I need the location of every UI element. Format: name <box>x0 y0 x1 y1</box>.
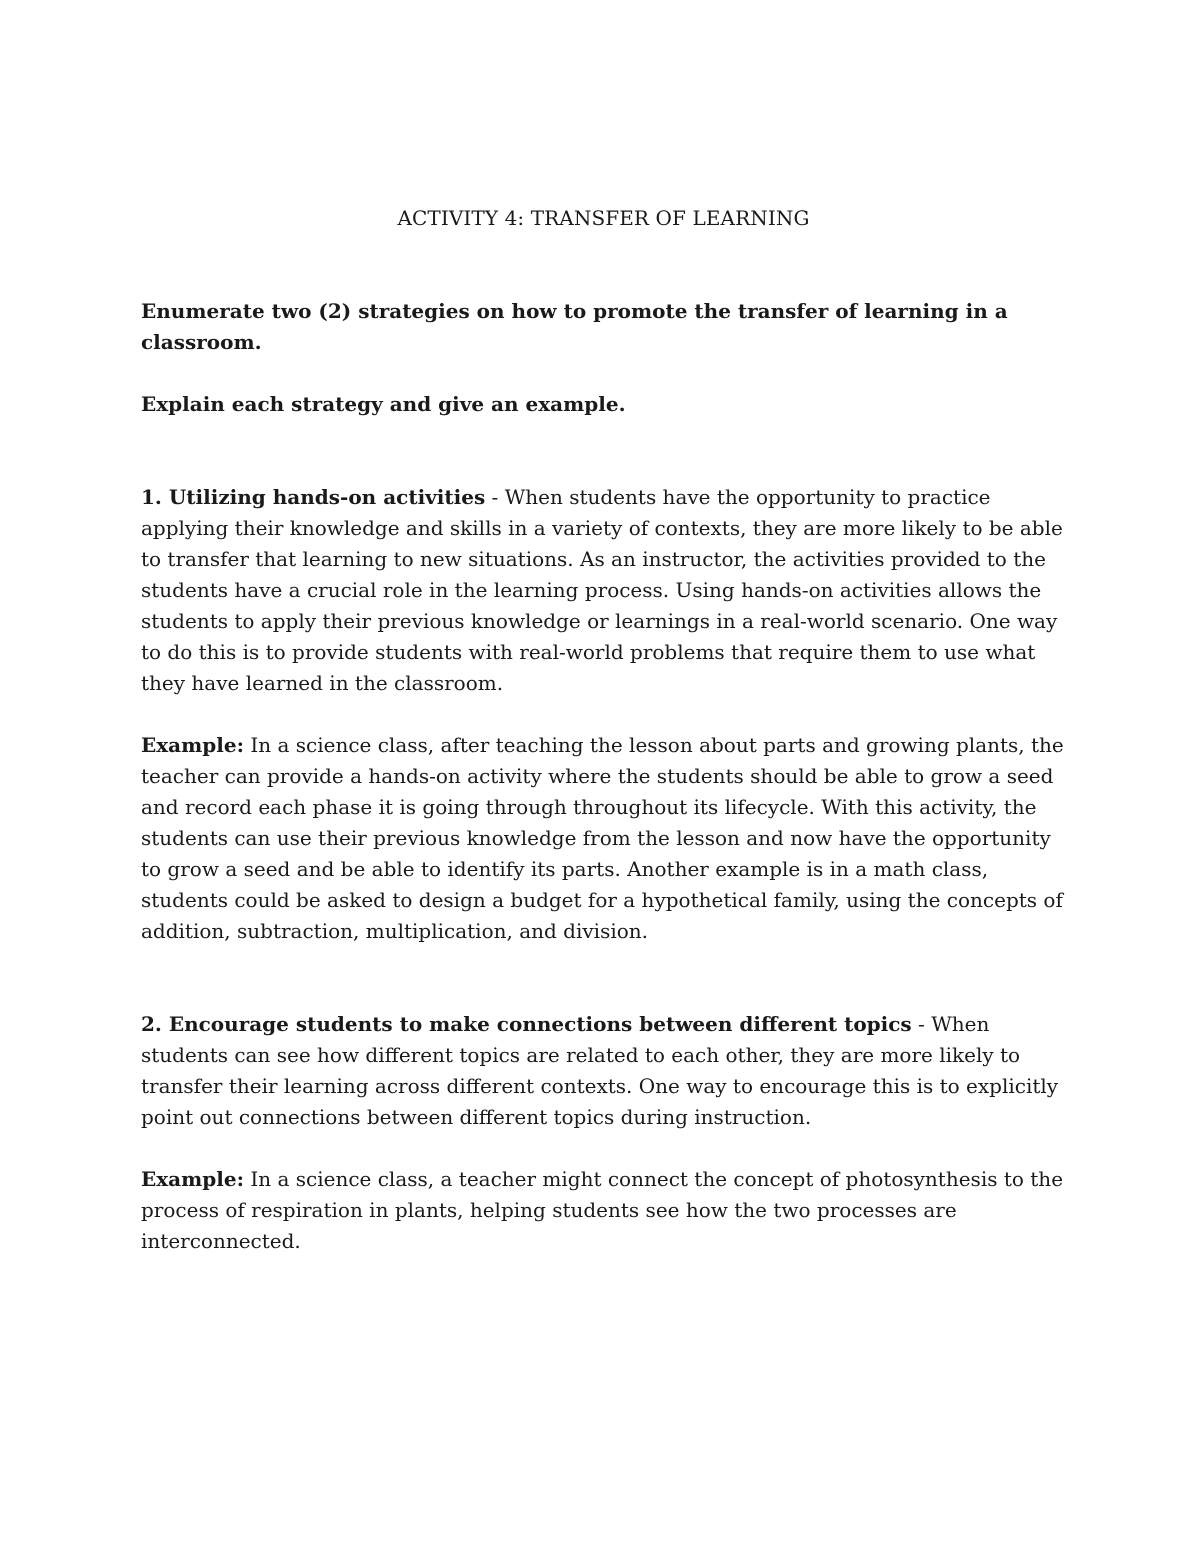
strategy-2-paragraph <box>141 1009 1066 1133</box>
strategy-1-paragraph <box>141 482 1066 699</box>
strategy-2-separator: - <box>911 1012 932 1036</box>
strategy-1-separator: - <box>485 485 505 509</box>
strategy-2-example <box>141 1164 1066 1257</box>
instruction-explain: Explain each strategy and give an example. <box>141 392 626 416</box>
strategy-2-body: When students can see how different topics are related to each other, they are more likely to transfer their learning across different contexts. One way to encourage this is to explicitly point out connections between different topics during instruction. <box>141 1012 1059 1129</box>
strategy-1-body: When students have the opportunity to practice applying their knowledge and skills in a variety of contexts, they are more likely to be able to transfer that learning to new situations. As an instructor, the activities provided to the students have a crucial role in the learning process. Using hands-on activities allows the students to apply their previous knowledge or learnings in a real-world scenario. One way to do this is to provide students with real-world problems that require them to use what they have learned in the classroom. <box>141 485 1063 695</box>
instruction-enumerate: Enumerate two (2) strategies on how to promote the transfer of learning in a classroom. <box>141 299 1008 354</box>
strategy-1-example-text: In a science class, after teaching the lesson about parts and growing plants, the teacher can provide a hands-on activity where the students should be able to grow a seed and record each phase it is going through throughout its lifecycle. With this activity, the students can use their previous knowledge from the lesson and now have the opportunity to grow a seed and be able to identify its parts. Another example is in a math class, students could be asked to design a budget for a hypothetical family, using the concepts of addition, subtraction, multiplication, and division. <box>141 733 1064 943</box>
strategy-2-example-text: In a science class, a teacher might connect the concept of photosynthesis to the process of respiration in plants, helping students see how the two processes are interconnected. <box>141 1167 1064 1253</box>
strategy-1-example <box>141 730 1066 947</box>
strategy-1-heading: 1. Utilizing hands-on activities <box>141 485 486 509</box>
document-title: ACTIVITY 4: TRANSFER OF LEARNING <box>397 206 810 230</box>
strategy-2-heading: 2. Encourage students to make connections between different topics <box>141 1012 912 1036</box>
strategy-1-example-label: Example: <box>141 733 244 757</box>
strategy-2-example-label: Example: <box>141 1167 244 1191</box>
document-content <box>141 203 1066 1257</box>
